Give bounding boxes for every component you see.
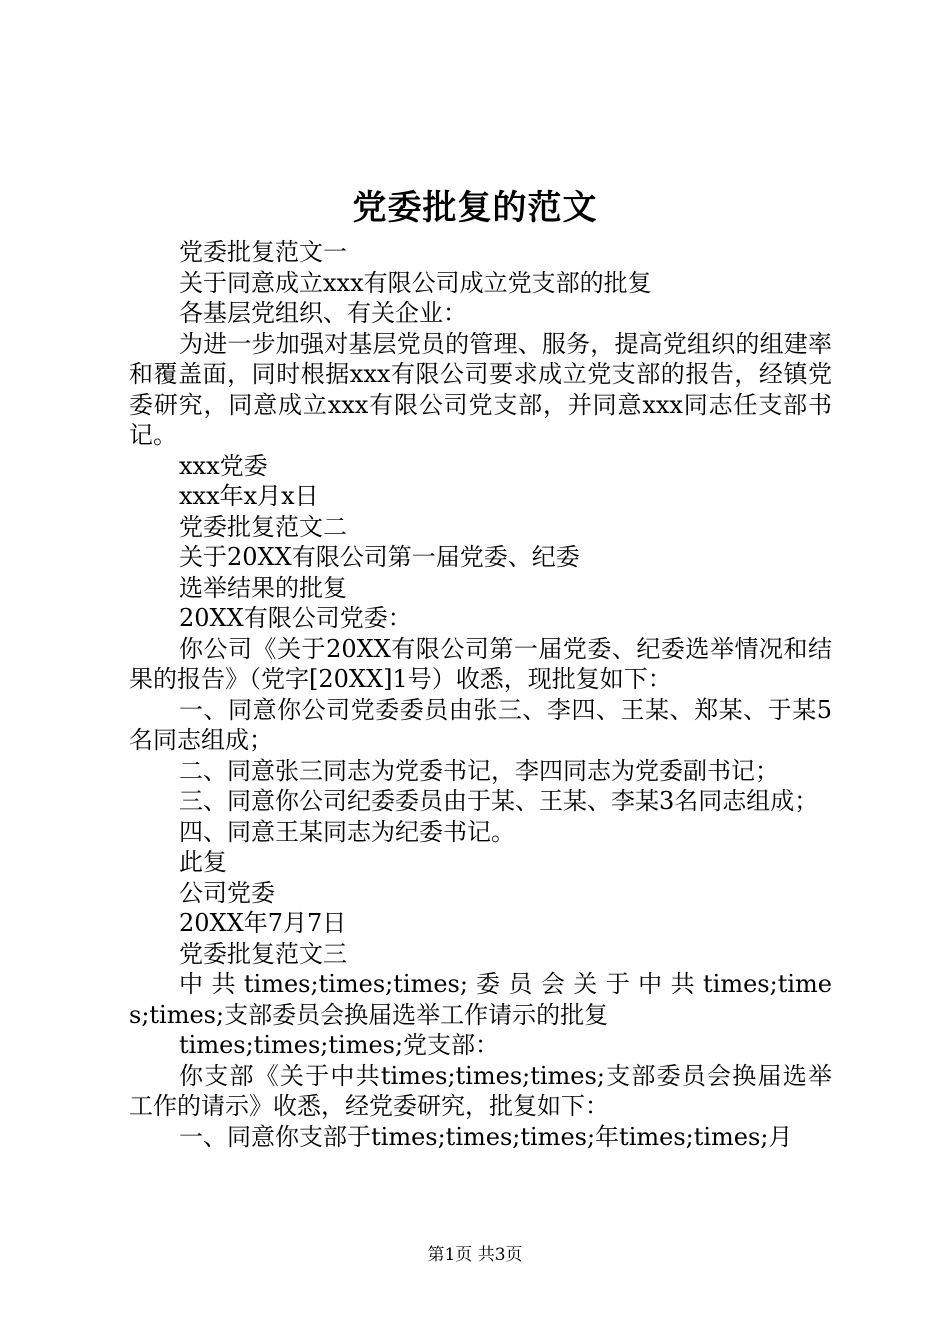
page-number-footer: 第1页 共3页 <box>427 1245 523 1265</box>
paragraph: 各基层党组织、有关企业： <box>179 299 467 327</box>
paragraph: 你公司《关于20XX有限公司第一届党委、纪委选举情况和结果的报告》（党字[20XX]1号）收悉，现批复如下： <box>129 634 832 693</box>
paragraph: 一、同意你支部于times;times;times;年times;times;月 <box>179 1122 793 1151</box>
paragraph: 20XX年7月7日 <box>179 909 347 937</box>
document-body <box>129 237 832 1152</box>
document-title: 党委批复的范文 <box>352 188 598 228</box>
paragraph: 党委批复范文三 <box>179 939 347 968</box>
paragraph: 公司党委 <box>179 878 275 907</box>
paragraph: 关于同意成立xxx有限公司成立党支部的批复 <box>179 268 652 297</box>
paragraph: 党委批复范文二 <box>179 512 347 541</box>
paragraph: 三、同意你公司纪委委员由于某、王某、李某3名同志组成； <box>179 787 819 815</box>
paragraph: xxx年x月x日 <box>179 482 319 510</box>
paragraph: xxx党委 <box>179 451 268 480</box>
paragraph: 四、同意王某同志为纪委书记。 <box>179 817 515 846</box>
paragraph: 关于20XX有限公司第一届党委、纪委 <box>179 543 580 571</box>
paragraph: 选举结果的批复 <box>179 573 347 602</box>
paragraph: 此复 <box>179 848 227 876</box>
paragraph: 你支部《关于中共times;times;times;支部委员会换届选举工作的请示》收悉，经党委研究，批复如下： <box>129 1061 832 1120</box>
paragraph: times;times;times;党支部： <box>179 1031 500 1059</box>
paragraph: 中 共 times;times;times; 委 员 会 关 于 中 共 times;times;times;支部委员会换届选举工作请示的批复 <box>129 970 832 1029</box>
paragraph: 为进一步加强对基层党员的管理、服务，提高党组织的组建率和覆盖面，同时根据xxx有限公司要求成立党支部的报告，经镇党委研究，同意成立xxx有限公司党支部，并同意xxx同志任支部书记。 <box>129 329 832 449</box>
paragraph: 20XX有限公司党委： <box>179 604 412 632</box>
paragraph: 二、同意张三同志为党委书记，李四同志为党委副书记； <box>179 756 779 785</box>
paragraph: 一、同意你公司党委委员由张三、李四、王某、郑某、于某5名同志组成； <box>129 695 832 754</box>
paragraph: 党委批复范文一 <box>179 238 347 266</box>
